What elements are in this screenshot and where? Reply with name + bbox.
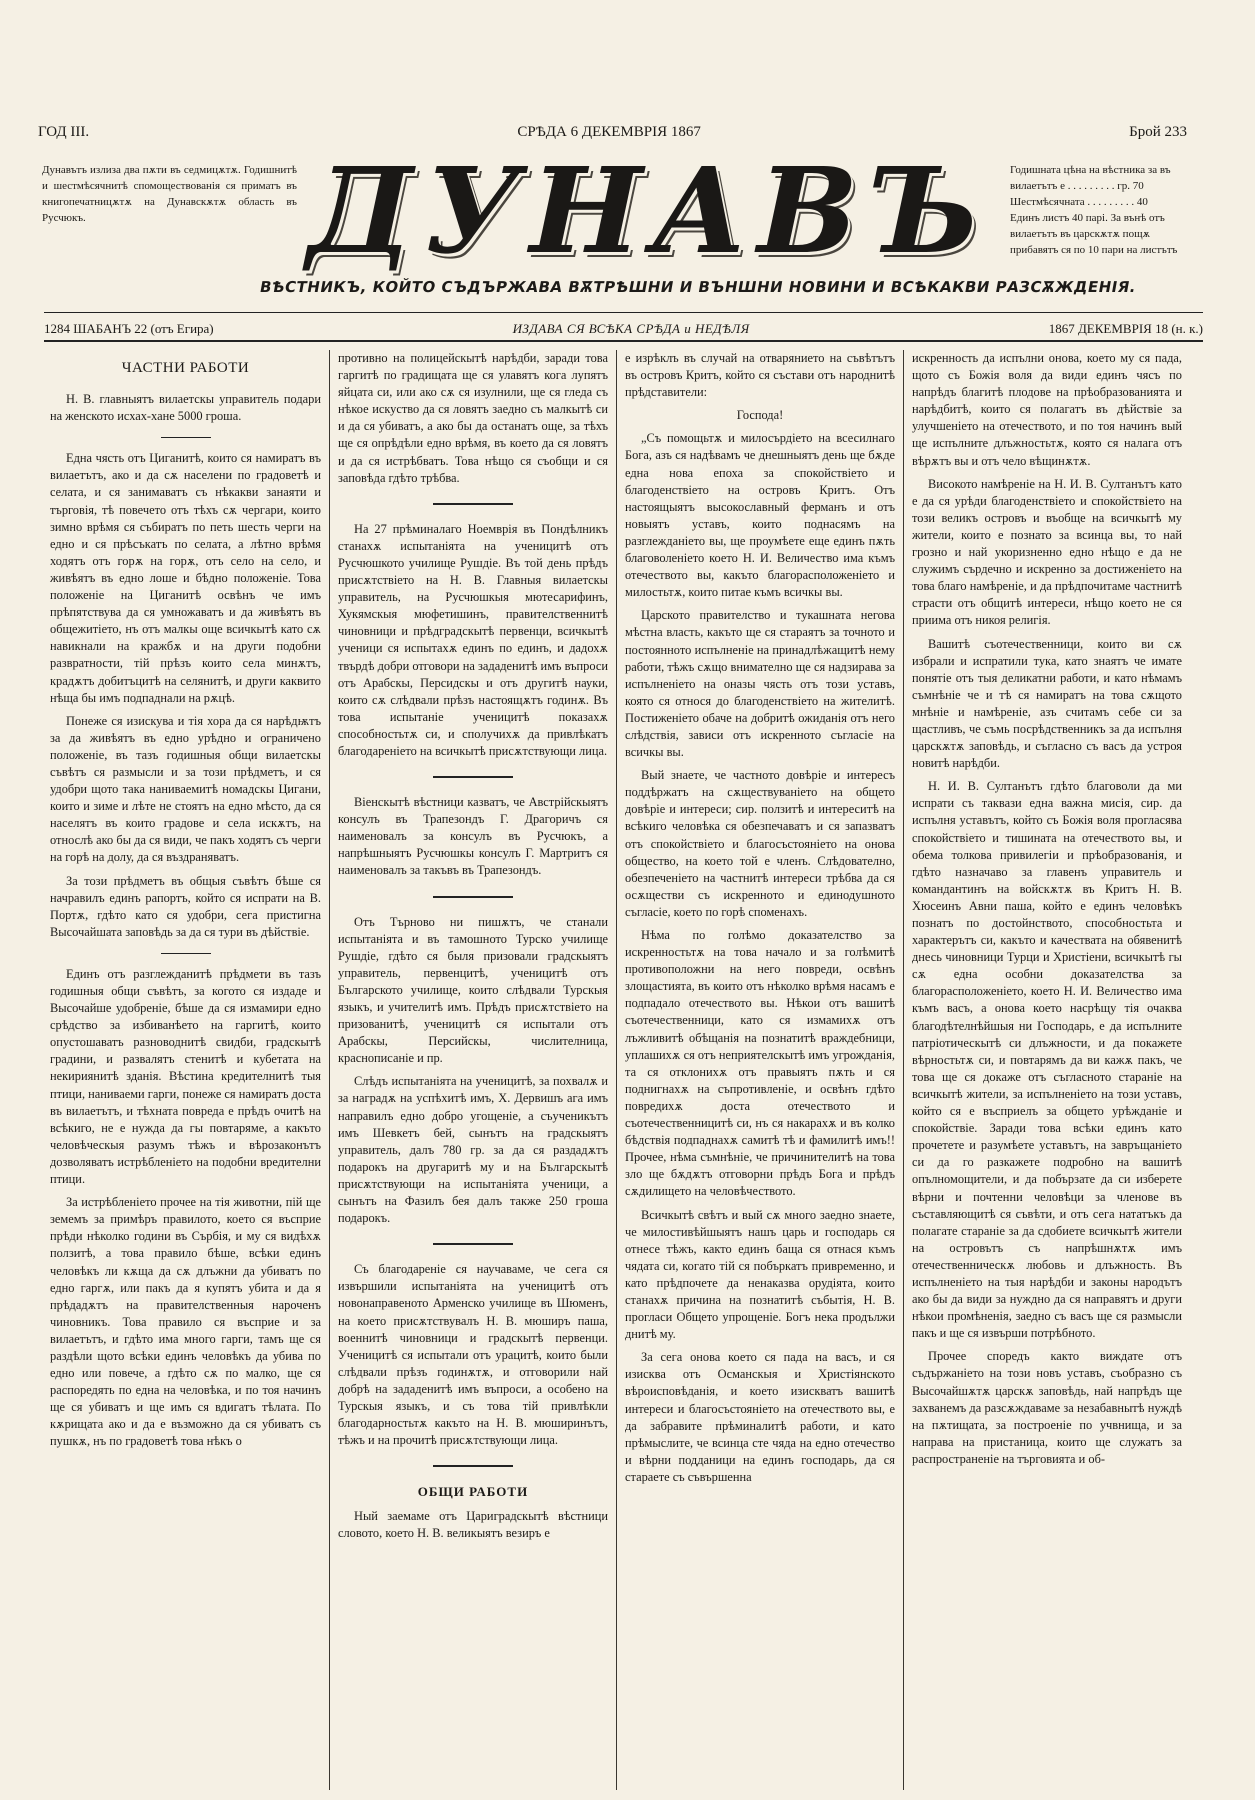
price-line: Годишната цѣна на вѣстника за въ <box>1010 164 1171 176</box>
year-label: ГОД III. <box>38 124 90 140</box>
paragraph: Една чясть отъ Циганитѣ, които ся намиратъ въ вилаетътъ, ако и да сѫ населени по градоветѣ и селата, и ся занимаватъ съ нѣкакви занаяти и търговія, тѣ повечето отъ тѣхъ сѫ чергари, които зимно врѣмя ся събиратъ по петь шесть черги на едно и ся прѣсъкатъ по селата, а лѣтно врѣмя ходятъ отъ горѫ на горѫ, отъ село на село, и живѣятъ въ едно лоше и бѣдно положеніе. Това положеніе на Циганитѣ освѣнъ че имъ прѣпятствува да ся умножаватъ и да живѣятъ въ общежитіето, нъ отъ малкы още всичкытѣ като сѫ навикнали на кражбѫ и на други подобни развратности, тій прѣзъ които села минѫтъ, крадѫтъ добитъцитѣ на селянитѣ, и други каквито нѣща бы имъ подпаднали на рѫцѣ. <box>50 451 321 705</box>
paragraph: Всичкытѣ свѣтъ и вый сѫ много заедно знаете, че милостивѣйшыятъ нашъ царь и господарь ся отнесе тѣжъ, както единъ баща ся отнася къмъ чядата си, когато тій ся побъркатъ привременно, и като прѣдпочете да ненаказва орудіята, които станахѫ причина на познатитѣ събытія, Н. В. прогласи Общето упрощеніе. Богъ нека продължи днитѣ му. <box>625 1207 895 1342</box>
columns <box>42 350 1190 1790</box>
subscription-note: Дунавътъ излиза два пѫти въ седмицѫтѫ. Годишнитѣ и шестмѣсячнитѣ спомоществованія ся приматъ въ книгопечатницѫтѫ на Дунавскѫтѫ область въ Русчюкъ. <box>42 164 297 224</box>
paragraph: Н. В. главныятъ вилаетскы управитель подари на женското исхах-хане 5000 гроша. <box>50 392 321 424</box>
paragraph: За този прѣдметъ въ общыя съвѣтъ бѣше ся начравилъ единъ рапортъ, който ся испрати на В. Портѫ, гдѣто като ся удобри, сега пристигна Высочайшата заповѣдь за да ся тури въ дѣйствіе. <box>50 873 321 939</box>
date-line <box>44 321 1203 337</box>
divider <box>433 896 513 898</box>
paragraph: Вашитѣ съотечественници, които ви сѫ избрали и испратили тука, като знаятъ че имате понятіе отъ тыя деликатни работи, и като нѣмамъ съмнѣніе че и тѣ ся намиратъ на това сѫщото мнѣніе и намѣреніе, азъ считамъ себе си за щастливъ, че съмь посрѣдственникъ за да испълня царскѫтѫ заповѣдь, и съгласно съ васъ да устроя новитѣ нарѣдби. <box>912 636 1182 771</box>
paragraph: Н. И. В. Султанътъ гдѣто благоволи да ми испрати съ таквази една важна мисія, сир. да испълня уставътъ, който съ Божія воля прогласява спокойствіето и тишината на отечеството вы, и обема толкова привилегіи и прѣобразованія, и гдѣто назначаво за главенъ управитель и командантинъ на войскѫтѫ въ Критъ Н. В. Хюсеинъ Авни паша, който е единъ человѣкъ познатъ по достойнството, способностьта и характерътъ си, какъто и качествата на обявенитѣ днесь чиновници Турци и Христіени, всичкытѣ гы сѫ една особни доказателства за благорасположеніето, което Н. И. Величество има къмъ васъ, а онова което насрѣщу тія очаква благодѣтелнѣйшыя ни Господарь, е да испълните патріотическытѣ си длъжности, и да покажете вѣрностьтѫ си, и повтарямъ да ви кажѫ пакъ, че това ще ся докаже отъ съгласното стараніе на всичкытѣ жители, за испълненіето на този уставъ, който ся е въсприелъ за общето урѣжданіе и спокойствіе. Заради това всѣки единъ като прочетете и разумѣете уставътъ, на завръщаніето си да го разкажете подробно на вашитѣ опълномощители, и да побързате да си изберете вѣрни и почтенни человѣци за членове въ съставляющитѣ ся съвѣти, и отъ сега нататъкъ да полагате стараніе за да сдобиете всичкытѣ жители на островътъ съ напрѣшнѫтѫ имъ отечественническѫ любовь и длъжность. Въ испълненіето на тыя нарѣдби и законы народътъ ако бы да види за нуждно да ся направятъ и други нѣкои промѣненія, заедно съ васъ ще ся размысли пакъ и ще ся извърши потрѣбното. <box>912 779 1182 1341</box>
paragraph: На 27 прѣминалаго Ноемврія въ Пондѣлникъ станахѫ испытаніята на ученицитѣ отъ Русчюшкото училище Рушдіе. Въ той день прѣдъ присѫтствіето на Н. В. Главныя вилаетскы управитель, на Русчюшкыя мютесарифинъ, Хукямскыя мюфетишинъ, правителственнитѣ чиновници и прѣдградскытѣ первенци, всичкытѣ ученици ся испытахѫ единъ по единъ, и дадохѫ твърдѣ добри отговори на зададенитѣ имъ въпроси отъ Арабскы, Персидскы и отъ другитѣ науки, които сѫ слѣдвали прѣзъ настоящѫтъ годинѫ. Въ това испытаніе ученицитѣ показахѫ способностьтѫ си, и сполучихѫ да привлѣкатъ благодареніето на всичкытѣ присѫтствующи лица. <box>338 521 608 758</box>
column-3 <box>616 350 903 1790</box>
paragraph: „Съ помощьтѫ и милосърдіето на всесилнаго Бога, азъ ся надѣвамъ че днешныятъ день ще бѫде една нова епоха за спокойствіето и благоденствіето на островъ Критъ. Отъ настоящыятъ высокославный ферманъ и отъ новыятъ уставъ, които поднасямъ на разглежданіето вы, ще проумѣете еще единъ пѫть благоволеніето което Н. И. Величество има къмъ отечеството вы, какъто благорасположеніето и милостьтѫ, които питае къмъ всичкы вы. <box>625 431 895 600</box>
column-2 <box>329 350 616 1790</box>
section-heading: ОБЩИ РАБОТИ <box>417 1484 529 1500</box>
divider <box>433 1243 513 1245</box>
price-line: Шестмѣсячната . . . . . . . . . 40 <box>1010 196 1148 208</box>
paragraph: Понеже ся изискува и тія хора да ся нарѣдѭтъ за да живѣятъ въ едно урѣдно и ограничено положеніе, въ тазъ годишныя общи вилаетскы съвѣтъ ся размысли и за този прѣдметъ, и ся удобри щото така наниваемитѣ номадскы Цигани, които и зиме и лѣте не стоятъ на едно мѣсто, да ся населятъ въ които градове и села искѫтъ, на относлѣ ако бы да ся види, че пакъ ходятъ съ черги на горѣ на долу, да ся въздраняватъ. <box>50 713 321 865</box>
paragraph: Слѣдъ испытаніята на ученицитѣ, за похвалѫ и за наградѫ на успѣхитѣ имъ, Х. Дервишъ ага имъ направилъ едно добро угощеніе, а съученикътъ имъ Шевкетъ бей, сынътъ на градскыятъ управитель, далъ 780 гр. за да ся раздадѫтъ подарокъ на другаритѣ му и на Българскытѣ присѫтствующи на испытаніята ученици, а сынътъ на Фазилъ бея далъ также 250 гроша подарокъ. <box>338 1074 608 1226</box>
paragraph: Единъ отъ разглежданитѣ прѣдмети въ тазъ годишныя общи съвѣтъ, за когото ся издаде и Высочайше удобреніе, бѣше да ся измамири едно срѣдство за избиванѣето на гаргитѣ, които опустошаватъ разноводнитѣ свидби, градскытѣ градини, и развалятъ стенитѣ и кубетата на некириянитѣ зданія. Вѣстина кредителнитѣ тыя птици, наниваеми гарги, понеже ся намиратъ доста въ вилаетътъ, и тѣхната повреда е прѣдъ очитѣ на всѣкиго, не е нужда да гы повтаряме, а какъто человѣческыя разумъ тѣжъ и вѣрозаконътъ дозволяватъ истрѣбленіето на подобни вредителни птици. <box>50 966 321 1187</box>
price-line: вилаетътъ въ царскѫтѫ пощѫ <box>1010 228 1151 240</box>
paragraph: Отъ Търново ни пишѫтъ, че станали испытаніята и въ тамошното Турско училище Рушдіе, гдѣто ся быля призовали градскыятъ управитель, первенцитѣ, ученицитѣ отъ Българското училище, които слѣдвали Турскыя языкъ, и учителитѣ имъ. Прѣдъ присѫтствіето на призованитѣ, ученицитѣ ся испытали отъ Арабскы, Персийскы, числителница, краснописаніе и пр. <box>338 914 608 1066</box>
column-4 <box>903 350 1190 1790</box>
divider <box>161 953 211 954</box>
divider <box>433 1465 513 1467</box>
paragraph: е изрѣклъ въ случай на отварянието на съвѣтътъ въ островъ Критъ, който ся състави отъ народнитѣ прѣдставители: <box>625 351 895 400</box>
divider <box>44 312 1203 313</box>
price-line: прибавятъ ся по 10 пари на листътъ <box>1010 244 1178 256</box>
masthead-subtitle: ВѢСТНИКЪ, КОЙТО СЪДЪРЖАВА ВѪТРѢШНИ И ВЪНШНИ НОВИНИ И ВСѢКАКВИ РАЗСѪЖДЕНІЯ. <box>258 278 1138 296</box>
hijri-date: 1284 ШАБАНЪ 22 (отъ Егира) <box>44 321 214 336</box>
divider <box>161 437 211 438</box>
divider <box>433 503 513 505</box>
paragraph: За сега онова което ся пада на васъ, и ся изисква отъ Османскыя и Христіянското вѣроисповѣданія, и което изискватъ вашитѣ интереси и благосъстояніето на отечеството вы, е да забравите прѣминалитѣ работи, и като прѣмыслите, че всинца сте чяда на едно отечество и вѣрни подданици на единъ господарь, да ся стараете съ съвършенна <box>625 1350 895 1484</box>
section-heading: ЧАСТНИ РАБОТИ <box>121 360 250 376</box>
publication-schedule: ИЗДАВА СЯ ВСѢКА СРѢДА и НЕДѢЛЯ <box>512 321 750 336</box>
paragraph: Вый знаете, че частното довѣріе и интересъ поддѣржатъ на сѫществуваніето на общето довѣріе и интереси; сир. ползитѣ и интереситѣ на всѣкиго человѣка ся обезпечаватъ и ся запазватъ отъ спокойствіето и благосъстояніето на онова общество, на което той е членъ. Слѣдователно, обезпеченіето на частнитѣ интереси трѣбва да ся осѫществи съ искренното и единодушното съгласіе, което по горѣ споменахъ. <box>625 768 895 919</box>
divider <box>433 776 513 778</box>
paragraph: Прочее споредъ както виждате отъ съдържаніето на този новъ уставъ, съобразно съ Высочайшѫтѫ царскѫ заповѣдь, най напрѣдъ ще захванемъ да разсѫждаваме за незабавнытѣ нуждѣ на пѫтищата, за построеніе по учвнища, и за направа на пристаница, които ще служатъ за распространеніе на търговията и об- <box>912 1349 1182 1466</box>
paragraph: Віенскытѣ вѣстници казватъ, че Австрійскыятъ консулъ въ Трапезондъ Г. Драгоричъ ся наименовалъ за консулъ въ Русчюкъ, а напрѣшныятъ Русчюшкы консулъ Г. Мартритъ ся наименовалъ за такъвъ въ Трапезондъ. <box>338 795 608 878</box>
paragraph: Нѣма по голѣмо доказателство за искренностьтѫ на това начало и за голѣмитѣ противоположни на него повреди, освѣнъ злощастията, въ които отъ нѣколко врѣмя насамъ е подпадало отечеството вы. Нѣкои отъ вашитѣ съотечественници, като ся измамихѫ отъ лъжливитѣ обѣщанія на познатитѣ враждебници, уплашихѫ ся отъ неприятелскытѣ имъ угрожданія, та ся отклонихѫ отъ правыятъ пѫть и ся поднигнахѫ на съпротивленіе, и освѣнъ гдѣто повредихѫ доста отечеството и съотечественницитѣ си, нъ ся накарахѫ и въ колко бѣдствія подпаднахѫ самитѣ тѣ и фамилитѣ имъ!! Прочее, нѣма съмнѣніе, че причинителитѣ на това зло ще бѫдѫтъ отговорни прѣдъ Бога и прѣдъ сѫдилището на человѣчеството. <box>625 928 895 1199</box>
masthead-title: ДУНАВЪ <box>294 140 1006 280</box>
paragraph: За истрѣбленіето прочее на тія животни, пій ще земемъ за примѣръ правилото, което ся въсприе прѣди нѣколко години въ Сърбія, и му ся видѣхѫ ползитѣ, а това правило бѣше, всѣки единъ человѣкъ ли кѫща да сѫ длъжни да убиватъ по едно гаргѫ, или пакъ да я купятъ убита и да я прѣдадѫтъ на правителственныя нароченъ чиновникъ. Това правило ся въсприе и за вилаетътъ, и гдѣто има много гарги, тамъ ще ся раздѣли щото всѣки единъ человѣкъ да убива по едно или повече, а гдѣто сѫ по малко, ще ся распоредять по една на человѣка, и по тоя начинъ ще ся убиватъ и ще имъ ся вдигатъ тѣлата. По кѫрищата ако и да е възможно да ся убиватъ съ пушкѫ, нъ по градоветѣ това нѣкъ о <box>50 1195 321 1449</box>
issue-date: СРѢДА 6 ДЕКЕМВРІЯ 1867 <box>517 124 701 140</box>
gregorian-date: 1867 ДЕКЕМВРІЯ 18 (н. к.) <box>1048 321 1203 336</box>
divider <box>44 340 1203 342</box>
top-line <box>38 124 1187 141</box>
paragraph: Съ благодареніе ся научаваме, че сега ся извършили испытаніята на ученицитѣ отъ новонаправеното Арменско училище въ Шюменъ, на което присѫтствувалъ Н. В. мюширъ паша, военнитѣ чиновници и градскытѣ первенци. Ученицитѣ ся испытали отъ урацитѣ, които были слѣдвали прѣзъ годинѫтѫ, и отговорили най добрѣ на зададенитѣ имъ въпроси, а особено на Турскыя языкъ, и съ това тій привлѣкли благодарностьтѫ какъто на Н. В. мюширинътъ, тѣжъ и на прочитѣ присѫтствующи лица. <box>338 1262 608 1448</box>
price-note <box>1010 162 1190 258</box>
paragraph: Ный заемаме отъ Цариградскытѣ вѣстници словото, което Н. В. великыятъ везиръ е <box>338 1509 608 1541</box>
paragraph: искренность да испълни онова, което му ся пада, щото съ Божія воля да види единъ чясъ по напрѣдъ благитѣ плодове на прѣобразованията и нарѣдбитѣ, които ся полагатъ въ дѣйствіе за улучшеніето на отечеството, и по тоя начинъ вый ще испълните длъжностьтѫ, която ся налага отъ вѣрѫтъ вы и отъ чело вѣщинѫтѫ. <box>912 351 1182 468</box>
salutation: Господа! <box>736 408 784 423</box>
price-line: вилаетътъ е . . . . . . . . . гр. 70 <box>1010 180 1144 192</box>
paragraph: Високото намѣреніе на Н. И. В. Султанътъ като е да ся урѣди благоденствіето и спокойствіето на този великъ островъ и въобще на всичкытѣ му жители, които е познато за всинца вы, то най грозно и най укоризненно едно нѣщо е да не служимъ сърдечно и искренно за достиженіето на това благо намѣреніе, и да прѣдпочитаме частнитѣ страсти отъ общитѣ интереси, нѣщо което не ся приима отъ никоя религія. <box>912 476 1182 628</box>
paragraph: противно на полицейскытѣ нарѣдби, заради това гаргитѣ по градищата ще ся улавятъ кога лупятъ яйцата си, или ако сѫ ся изулнили, ще ся гледа съ нѣкое искуство да ся ловятъ заедно съ малкытѣ си и да ся убиватъ, а ако бы да останатъ още, за тѣхъ ще ся опрѣдѣли едно врѣмя, въ което да ся ловятъ и да ся истрѣбватъ. Това нѣщо ся съобщи и ся заповѣда гдѣто трѣбва. <box>338 351 608 485</box>
price-line: Единъ листъ 40 парі. За вънѣ отъ <box>1010 212 1165 224</box>
paragraph: Царското правителство и тукашната негова мѣстна власть, какъто ще ся стараятъ за точното и постоянното испълненіе на принадлѣжащитѣ нему работи, тѣжъ сѫщо внимателно ще ся надзирава за испълненіето на оназы чясть отъ този уставъ, която ся относя до благоденствіето на жителитѣ. Постиженіето обаче на добритѣ ожиданія отъ него слѣдствія, зависи отъ искренното съгласіе на всичкы вы. <box>625 608 895 760</box>
column-1 <box>42 350 329 1790</box>
issue-number: Брой 233 <box>1129 124 1187 140</box>
